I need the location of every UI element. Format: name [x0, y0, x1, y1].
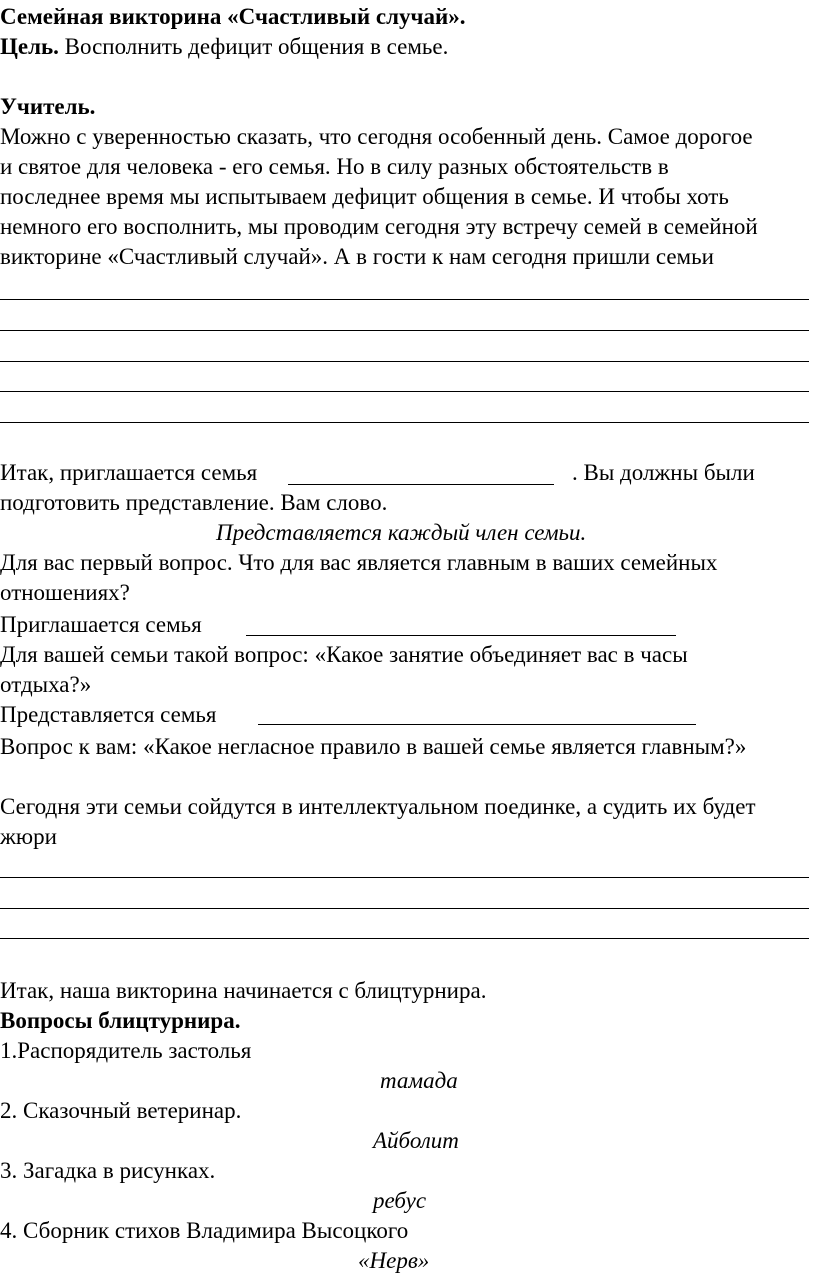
blitz-answer: тамада: [380, 1068, 458, 1093]
goal-label: Цель.: [0, 34, 59, 59]
blitz-question: 3. Загадка в рисунках.: [0, 1158, 216, 1183]
jury-line: жюри: [0, 824, 57, 849]
invite-first-line: [0, 458, 257, 488]
intro-line: викторине «Счастливый случай». А в гости к нам сегодня пришли семьи: [0, 244, 714, 269]
invite-first-text: Итак, приглашается семья: [0, 460, 258, 485]
invite-second-text: Приглашается семья: [0, 612, 202, 637]
blitz-answer: ребус: [373, 1188, 427, 1213]
fill-in-line[interactable]: [0, 908, 809, 909]
fill-in-line[interactable]: [0, 422, 809, 423]
blitz-heading: Вопросы блицтурнира.: [0, 1008, 241, 1033]
document-title: Семейная викторина «Счастливый случай».: [0, 4, 466, 29]
fill-in-line[interactable]: [0, 361, 809, 362]
blitz-question: 1.Распорядитель застолья: [0, 1038, 252, 1063]
blitz-answer: «Нерв»: [358, 1248, 430, 1273]
intro-line: немного его восполнить, мы проводим сегодня эту встречу семей в семейной: [0, 214, 758, 239]
fill-in-line[interactable]: [0, 391, 809, 392]
question1-line: отношениях?: [0, 580, 130, 605]
blitz-question: 4. Сборник стихов Владимира Высоцкого: [0, 1218, 409, 1243]
fill-in-line[interactable]: [0, 299, 809, 300]
blitz-intro: Итак, наша викторина начинается с блицтурнира.: [0, 978, 487, 1003]
question2-line: Для вашей семьи такой вопрос: «Какое занятие объединяет вас в часы: [0, 642, 688, 667]
invite-first-line2: подготовить представление. Вам слово.: [0, 490, 388, 515]
fill-in-line[interactable]: [0, 938, 809, 939]
blitz-answer: Айболит: [373, 1128, 459, 1153]
teacher-label: Учитель.: [0, 94, 96, 119]
question3-line: Вопрос к вам: «Какое негласное правило в вашей семье является главным?»: [0, 734, 747, 759]
question1-line: Для вас первый вопрос. Что для вас является главным в ваших семейных: [0, 550, 718, 575]
question2-line: отдыха?»: [0, 672, 92, 697]
blitz-question: 2. Сказочный ветеринар.: [0, 1098, 242, 1123]
fill-in-line[interactable]: [0, 877, 809, 878]
intro-line: и святое для человека - его семья. Но в силу разных обстоятельств в: [0, 154, 669, 179]
goal-line: [0, 32, 448, 62]
invite-third-text: Представляется семья: [0, 702, 217, 727]
family-name-blank[interactable]: [258, 724, 696, 725]
fill-in-line[interactable]: [0, 330, 809, 331]
goal-text: Восполнить дефицит общения в семье.: [58, 34, 449, 59]
intro-line: последнее время мы испытываем дефицит общения в семье. И чтобы хоть: [0, 184, 729, 209]
jury-line: Сегодня эти семьи сойдутся в интеллектуальном поединке, а судить их будет: [0, 794, 756, 819]
family-name-blank[interactable]: [288, 484, 554, 485]
present-note: Представляется каждый член семьи.: [216, 520, 587, 545]
intro-line: Можно с уверенностью сказать, что сегодня особенный день. Самое дорогое: [0, 124, 753, 149]
invite-first-tail: . Вы должны были: [572, 460, 755, 485]
family-name-blank[interactable]: [246, 635, 676, 636]
